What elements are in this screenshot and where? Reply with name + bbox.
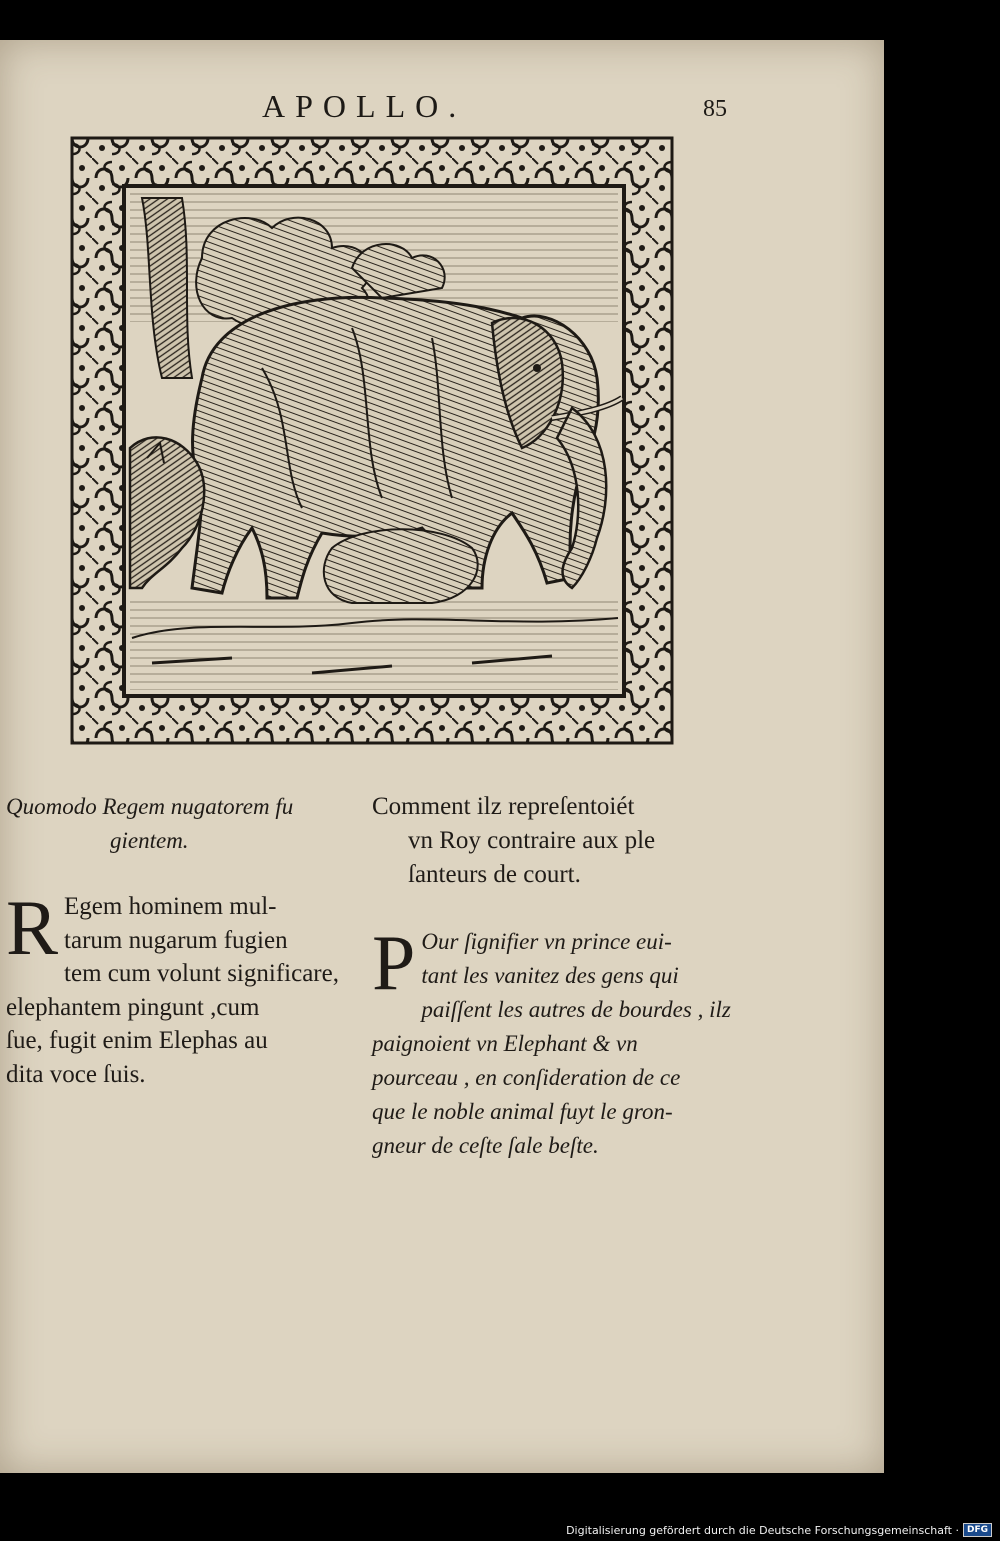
french-heading (372, 790, 732, 892)
french-line-6: que le noble animal fuyt le gron- (372, 1099, 673, 1124)
latin-heading-line-1: Quomodo Regem nugatorem fu (6, 794, 294, 819)
french-body (372, 919, 731, 1163)
funding-footer (566, 1523, 992, 1537)
french-heading-line-1: Comment ilz repreſentoiét (372, 793, 635, 820)
latin-line-4: elephantem pingunt ,cum (6, 993, 260, 1021)
french-line-2: tant les vanitez des gens qui (421, 963, 679, 988)
french-line-1: Our ſignifier vn prince eui- (421, 929, 672, 954)
latin-line-5: ſue, fugit enim Elephas au (6, 1027, 268, 1054)
latin-heading-line-2: gientem. (110, 828, 189, 853)
latin-dropcap: R (6, 884, 59, 971)
latin-line-6: dita voce ſuis. (6, 1060, 146, 1088)
latin-line-3: tem cum volunt significare, (64, 960, 339, 987)
french-heading-line-3: ſanteurs de court. (408, 861, 581, 888)
french-line-3: paiſſent les autres de bourdes , ilz (421, 997, 731, 1022)
dfg-logo-icon[interactable]: DFG (963, 1523, 992, 1537)
french-heading-line-2: vn Roy contraire aux ple (408, 827, 656, 854)
funding-text: Digitalisierung gefördert durch die Deutsche Forschungsgemeinschaft · (566, 1523, 959, 1537)
french-line-5: pourceau , en conſideration de ce (372, 1065, 681, 1090)
french-dropcap: P (372, 919, 416, 1006)
latin-heading (6, 790, 356, 858)
french-line-4: paignoient vn Elephant & vn (372, 1031, 638, 1056)
latin-line-2: tarum nugarum fugien (64, 926, 288, 954)
latin-body (6, 884, 354, 1091)
running-head: APOLLO. (262, 88, 467, 124)
elephant-and-pig-woodcut (52, 118, 692, 763)
page-number: 85 (703, 96, 727, 122)
french-line-7: gneur de ceſte ſale beſte. (372, 1133, 599, 1158)
latin-line-1: Egem hominem mul- (64, 893, 277, 920)
